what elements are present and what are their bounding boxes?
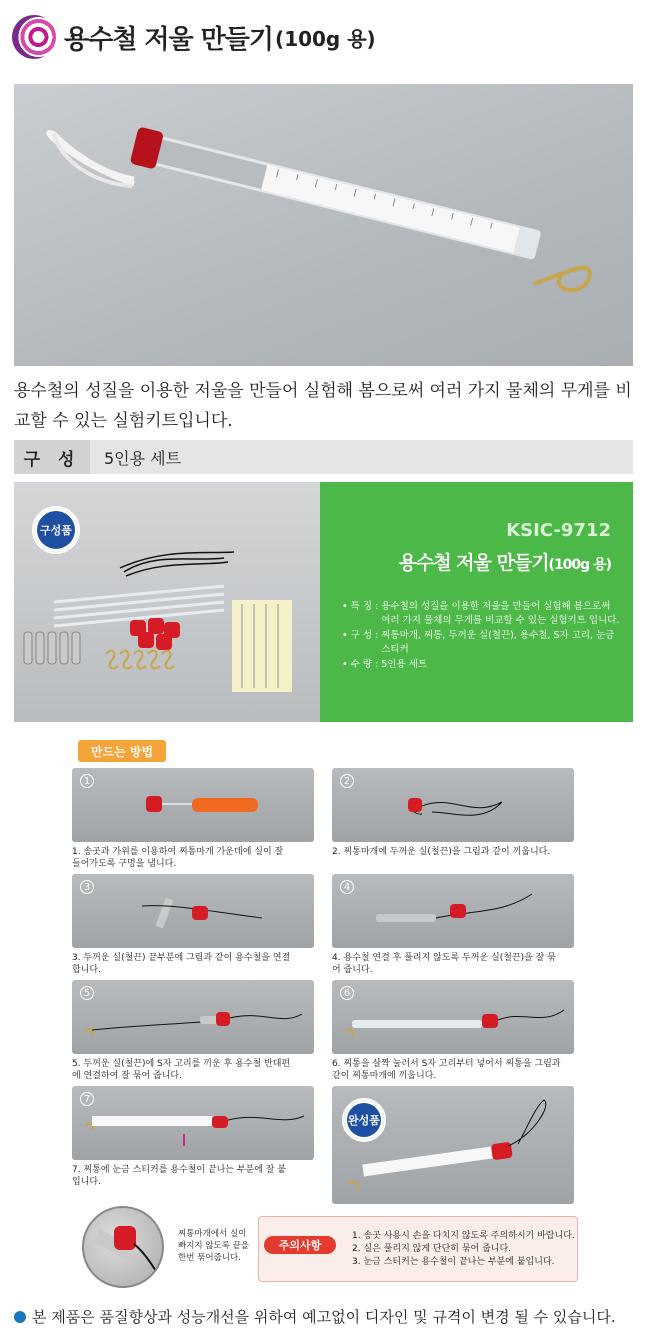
step-photo-4 xyxy=(332,874,574,948)
detail-note: 찌통마개에서 실이 빠지지 않도록 끝을 한번 묶어줍니다. xyxy=(178,1229,250,1263)
step-caption: 2. 찌통마개에 두꺼운 실(철끈)을 그림과 같이 끼웁니다. xyxy=(332,847,551,857)
product-photo xyxy=(14,84,633,366)
components-badge: 구성품 xyxy=(32,506,80,554)
completed-badge: 완성품 xyxy=(342,1098,386,1142)
step-caption: 1. 송곳과 가위를 이용하여 찌통마개 가운데에 실이 잘 들어가도록 구멍을 냅니다. xyxy=(72,847,284,869)
kit-components-illustration xyxy=(14,482,320,722)
composition-row xyxy=(14,440,633,474)
kit-contents-photo xyxy=(14,482,320,722)
step-caption: 7. 찌통에 눈금 스티커를 용수철이 끝나는 부분에 잘 붙입니다. xyxy=(72,1165,287,1187)
step-number: 5 xyxy=(80,986,94,1000)
s-hook-illustration xyxy=(72,980,314,1054)
caution-tag: 주의사항 xyxy=(264,1236,336,1254)
caution-item: 1. 송곳 사용시 손을 다치지 않도록 주의하시기 바랍니다. xyxy=(352,1231,575,1241)
sticker-illustration xyxy=(72,1086,314,1160)
spring-scale-illustration xyxy=(14,84,633,366)
caution-item: 3. 눈금 스티커는 용수철이 끝나는 부분에 붙입니다. xyxy=(352,1257,555,1267)
step-caption: 3. 두꺼운 실(철끈) 끝부분에 그림과 같이 용수철을 연결합니다. xyxy=(72,953,291,975)
spec-label: • 특 징 : xyxy=(342,601,379,612)
composition-label: 구 성 xyxy=(14,440,90,474)
step-caption: 4. 용수철 연결 후 풀리지 않도록 두꺼운 실(철끈)을 잘 묶어 줍니다. xyxy=(332,953,556,975)
step-photo-7 xyxy=(72,1086,314,1160)
step-number: 3 xyxy=(80,880,94,894)
page-header xyxy=(12,14,376,60)
bullet-icon xyxy=(14,1311,26,1323)
step-caption: 5. 두꺼운 실(철끈)에 S자 고리를 끼운 후 용수철 반대편에 연결하여 잘 묶어 줍니다. xyxy=(72,1059,291,1081)
kit-panel xyxy=(14,482,633,722)
spec-item xyxy=(342,658,622,672)
spec-text: 용수철의 성질을 이용한 저울을 만들어 실험해 봄으로써 여러 가지 물체의 무게를 비교할 수 있는 실험키트 입니다. xyxy=(381,601,620,626)
knot-closeup-illustration xyxy=(84,1208,164,1288)
product-code: KSIC-9712 xyxy=(506,520,611,541)
tube-insert-illustration xyxy=(332,980,574,1054)
spec-label: • 수 량 : xyxy=(342,659,379,670)
step-number: 2 xyxy=(340,774,354,788)
product-description: 용수철의 성질을 이용한 저울을 만들어 실험해 봄으로써 여러 가지 물체의 무게를 비교할 수 있는 실험키트입니다. xyxy=(14,381,632,431)
kit-info-panel xyxy=(320,482,633,722)
completed-photo xyxy=(332,1086,574,1204)
kit-title xyxy=(398,548,611,575)
composition-value: 5인용 세트 xyxy=(104,448,182,468)
step-photo-1 xyxy=(72,768,314,842)
caution-item: 2. 실은 풀리지 않게 단단히 묶어 줍니다. xyxy=(352,1244,512,1254)
step-caption: 6. 찌통을 살짝 눌러서 S자 고리부터 넣어서 찌통을 그림과 같이 찌통마개에 끼웁니다. xyxy=(332,1059,561,1081)
footer-notice xyxy=(14,1306,616,1327)
spec-text: 찌통마개, 찌통, 두꺼운 실(철끈), 용수철, S자 고리, 눈금 스티커 xyxy=(381,630,615,655)
spec-item xyxy=(342,629,622,657)
step-photo-3 xyxy=(72,874,314,948)
awl-illustration xyxy=(72,768,314,842)
step-photo-5 xyxy=(72,980,314,1054)
howto-label: 만드는 방법 xyxy=(78,740,166,762)
page-title: 용수철 저울 만들기 xyxy=(64,24,274,55)
kit-title-suffix: (100g 용) xyxy=(548,557,611,573)
spec-text: 5인용 세트 xyxy=(381,659,427,670)
cap-thread-illustration xyxy=(332,768,574,842)
step-number: 1 xyxy=(80,774,94,788)
spring-tied-illustration xyxy=(332,874,574,948)
step-photo-6 xyxy=(332,980,574,1054)
target-logo-icon xyxy=(12,15,56,59)
step-number: 4 xyxy=(340,880,354,894)
spec-label: • 구 성 : xyxy=(342,630,379,641)
caution-list xyxy=(352,1230,575,1269)
spring-thread-illustration xyxy=(72,874,314,948)
kit-spec-list xyxy=(342,600,622,673)
step-number: 6 xyxy=(340,986,354,1000)
spec-item xyxy=(342,600,622,628)
kit-title-main: 용수철 저울 만들기 xyxy=(398,552,549,574)
completed-scale-illustration xyxy=(332,1086,574,1204)
page-title-suffix: (100g 용) xyxy=(275,26,376,51)
step-number: 7 xyxy=(80,1092,94,1106)
step-photo-2 xyxy=(332,768,574,842)
footer-text: 본 제품은 품질향상과 성능개선을 위하여 예고없이 디자인 및 규격이 변경 될 수 있습니다. xyxy=(32,1308,616,1326)
detail-zoom-circle xyxy=(82,1206,164,1288)
